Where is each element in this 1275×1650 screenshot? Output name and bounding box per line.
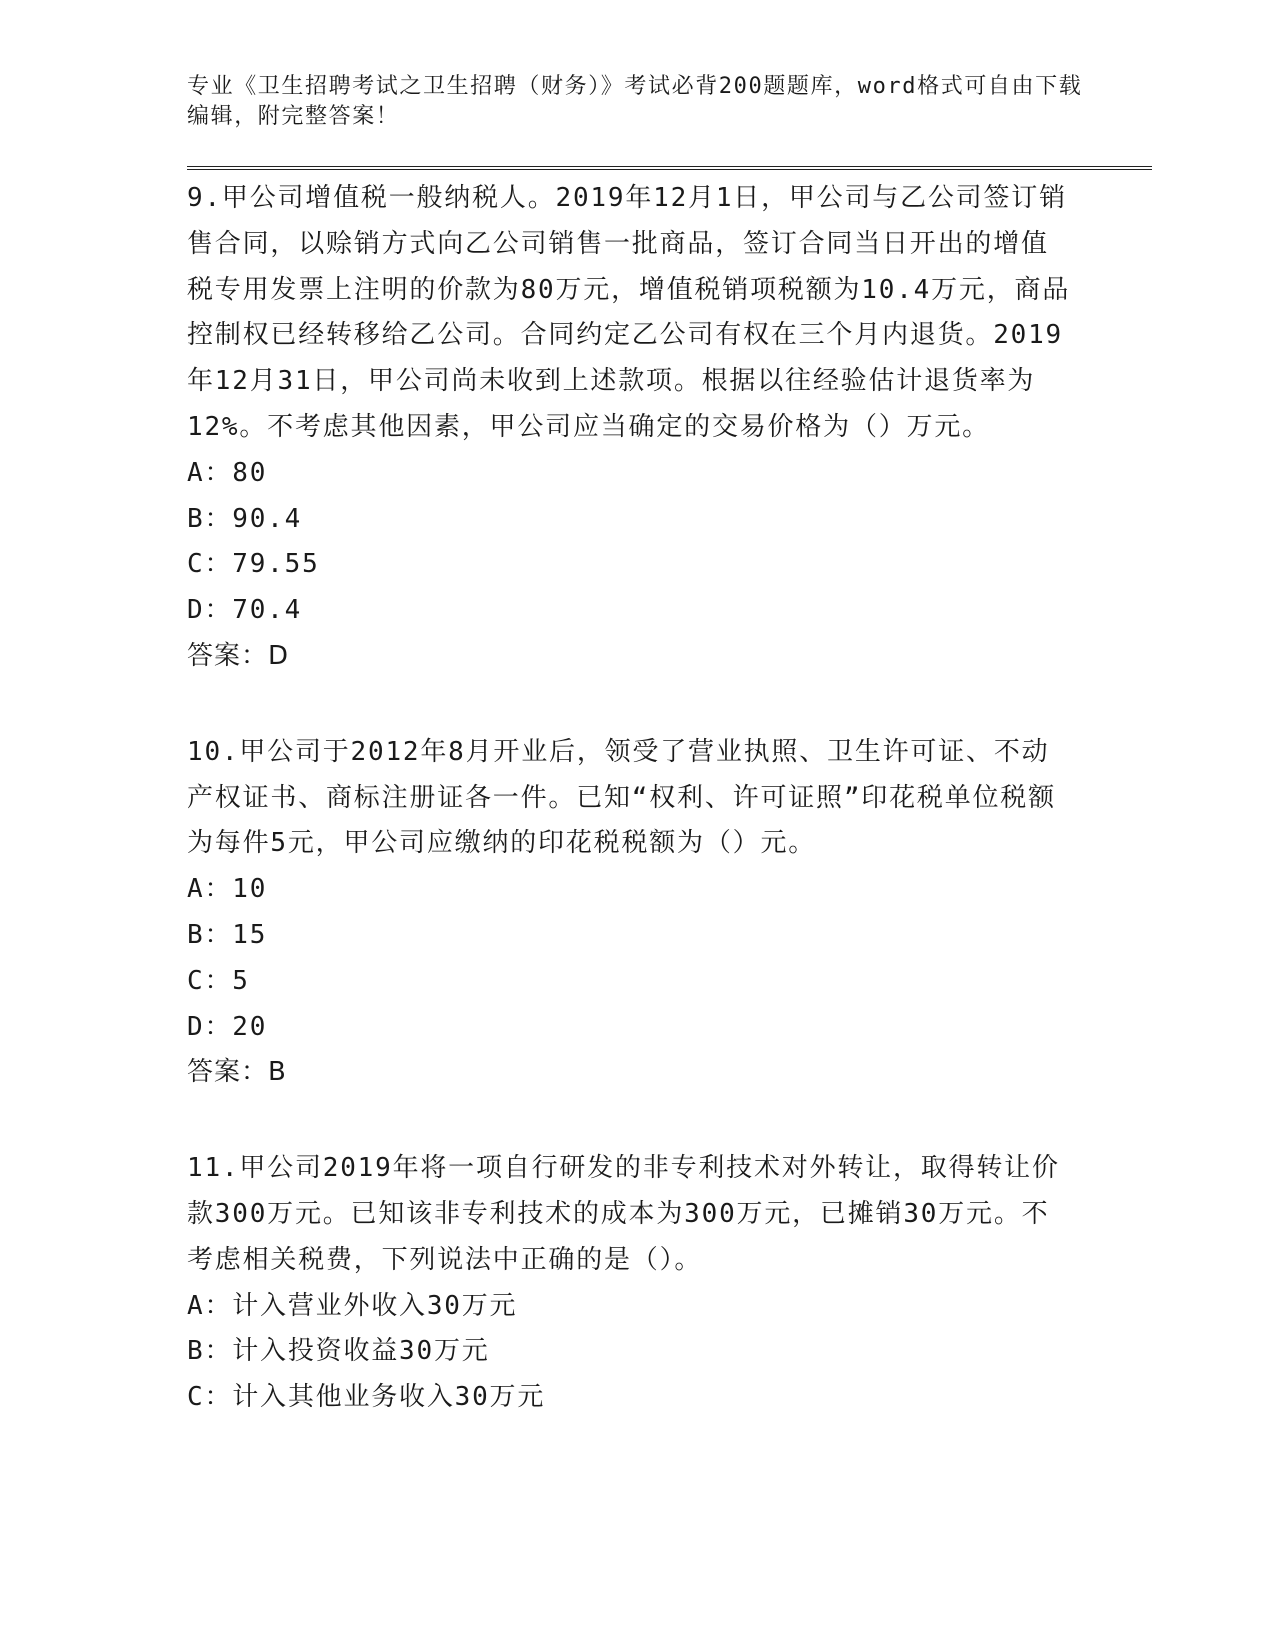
question-stem: 9.甲公司增值税一般纳税人。2019年12月1日，甲公司与乙公司签订销售合同，以赊销方式向乙公司销售一批商品，签订合同当日开出的增值税专用发票上注明的价款为80万元，增值税销项税额为10.4万元，商品控制权已经转移给乙公司。合同约定乙公司有权在三个月内退货。2019年12月31日，甲公司尚未收到上述款项。根据以往经验估计退货率为12%。不考虑其他因素，甲公司应当确定的交易价格为（）万元。 — [187, 183, 1071, 442]
question-10 — [187, 730, 1152, 1096]
option-b: B：计入投资收益30万元 — [187, 1336, 490, 1367]
option-d: D：70.4 — [187, 595, 303, 626]
option-c: C：5 — [187, 965, 250, 996]
question-spacer — [187, 680, 1152, 730]
question-spacer — [187, 1096, 1152, 1146]
answer-label: 答案：D — [187, 640, 290, 671]
question-stem: 10.甲公司于2012年8月开业后，领受了营业执照、卫生许可证、不动产权证书、商标注册证各一件。已知“权利、许可证照”印花税单位税额为每件5元，甲公司应缴纳的印花税税额为（）元。 — [187, 736, 1056, 859]
option-a: A：10 — [187, 874, 268, 905]
document-header: 专业《卫生招聘考试之卫生招聘（财务）》考试必背200题题库，word格式可自由下载编辑，附完整答案！ — [187, 74, 1083, 129]
option-b: B：15 — [187, 919, 268, 950]
question-9 — [187, 176, 1152, 680]
option-c: C：计入其他业务收入30万元 — [187, 1382, 546, 1413]
question-stem: 11.甲公司2019年将一项自行研发的非专利技术对外转让，取得转让价款300万元。已知该非专利技术的成本为300万元，已摊销30万元。不考虑相关税费，下列说法中正确的是（）。 — [187, 1153, 1060, 1275]
question-11 — [187, 1146, 1152, 1421]
option-c: C：79.55 — [187, 549, 320, 580]
header-divider — [187, 166, 1152, 170]
option-d: D：20 — [187, 1011, 268, 1042]
document-page — [187, 72, 1152, 1421]
answer-label: 答案：B — [187, 1057, 287, 1088]
option-a: A：计入营业外收入30万元 — [187, 1290, 518, 1321]
option-b: B：90.4 — [187, 503, 303, 534]
option-a: A：80 — [187, 457, 268, 488]
